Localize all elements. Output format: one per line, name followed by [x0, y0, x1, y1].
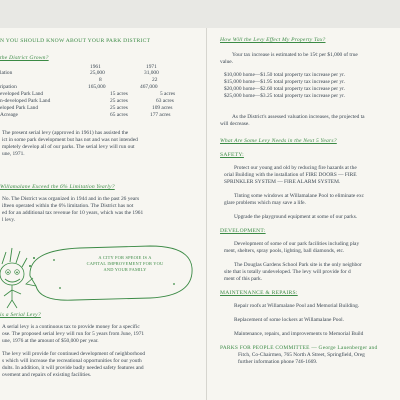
paragraph-line: s which will increase the recreational opportunities for our youth [2, 358, 142, 364]
speech-bubble-text [70, 255, 180, 273]
paragraph-line: Development of some of our park facilities including play [234, 241, 360, 247]
paragraph-line: ovement and repairs of existing facilities. [2, 372, 92, 378]
tax-row: $15,000 home—$1.95 total property tax increase per yr. [224, 79, 345, 85]
committee-line: Fitch, Co-Chairmen, 765 North A Street, Springfield, Oreg [238, 352, 365, 358]
stat-1961: 15 acres [110, 91, 128, 97]
property-tax-question: How Will the Levy Effect My Property Tax? [220, 37, 326, 43]
stat-label: lation [0, 70, 13, 76]
paragraph-line: ict in some park development but has not and was not intended [2, 137, 138, 143]
paragraph-line: Protect our young and old by reducing fire hazards at the [234, 165, 357, 171]
safety-heading: SAFETY: [220, 152, 244, 158]
center-fold [206, 28, 207, 400]
paragraph-line: ed for an additional tax revenue for 10 years, which was the 1961 [2, 210, 144, 216]
year-1961: 1961 [90, 64, 101, 70]
paragraph-line: The present serial levy (approved in 1961) has assisted the [2, 130, 129, 136]
paragraph-line: Maintenance, repairs, and improvements to Memorial Build [234, 331, 364, 337]
stat-1971: 5 acres [160, 91, 176, 97]
stat-1961: 8 [99, 77, 102, 83]
paragraph-line: l levy. [2, 217, 16, 223]
paragraph-line: ment of this park. [224, 276, 263, 282]
serial-levy-question: is a Serial Levy? [0, 312, 41, 318]
stat-label: eveloped Park Land [0, 91, 44, 97]
paragraph-line: No. The District was organized in 1944 and in the past 26 years [2, 196, 140, 202]
paragraph-line: glare problems which may save a life. [224, 200, 306, 206]
stat-1971: 31,000 [144, 70, 159, 76]
paragraph-line: A serial levy is a continuous tax to provide money for a specific [2, 324, 140, 330]
paragraph-line: Tinting some windows at Willamalane Pool to eliminate exc [234, 193, 365, 199]
bubble-line: A CITY FOR SPEOIE IS A [98, 255, 152, 260]
stat-1961: 25 acres [110, 98, 128, 104]
paragraph-line: une, 1976 at the amount of $50,000 per year. [2, 338, 99, 344]
stat-label: ripation [0, 84, 17, 90]
stat-1971: 467,000 [140, 84, 158, 90]
stat-1971: 22 [152, 77, 158, 83]
paragraph-line: SPRINKLER SYSTEM — FIRE ALARM SYSTEM. [224, 179, 341, 185]
growth-question: the District Grown? [0, 55, 49, 61]
stat-1971: 63 acres [156, 98, 174, 104]
paragraph-line: value. [220, 59, 234, 65]
paragraph-line: une, 1971. [2, 151, 25, 157]
stat-label: Acreage [0, 112, 18, 118]
paragraph-line: Upgrade the playground equipment at some of our parks. [234, 214, 358, 220]
paragraph-line: mpletely develop all of our parks. The serial levy will run out [2, 144, 135, 150]
paragraph-line: ose. The proposed serial levy will run for 5 years from June, 1971 [2, 331, 145, 337]
tax-row: $25,000 home—$3.25 total property tax increase per yr. [224, 93, 345, 99]
left-heading: N YOU SHOULD KNOW ABOUT YOUR PARK DISTRICT [0, 38, 151, 44]
paragraph-line: Repair roofs at Willamalane Pool and Memorial Building. [234, 303, 360, 309]
paragraph-line: site that is totally undeveloped. The levy will provide for d [224, 269, 351, 275]
tax-row: $10,000 home—$1.50 total property tax increase per yr. [224, 72, 345, 78]
stat-1961: 25 acres [110, 105, 128, 111]
paragraph-line: dults. In addition, it will provide badly needed safety features and [2, 365, 144, 371]
paragraph-line: Your tax increase is estimated to be 15¢ per $1,000 of true [232, 52, 358, 58]
stat-1961: 25,000 [90, 70, 105, 76]
limitation-question: Willamalane Exceed the 6% Limitation Yearly? [0, 184, 115, 190]
stat-label: eloped Park Land [0, 105, 39, 111]
stat-1971: 177 acres [150, 112, 171, 118]
bubble-line: CAPITAL IMPROVEMENT FOR YOU [86, 261, 164, 266]
development-heading: DEVELOPMENT: [220, 228, 266, 234]
year-1971: 1971 [146, 64, 157, 70]
paragraph-line: orial Building with the installation of FIRE DOORS — FIRE [224, 172, 357, 178]
paragraph-line: will decrease. [220, 121, 250, 127]
paragraph-line: ment, shelters, spray pools, lighting, ball diamonds, etc. [224, 248, 345, 254]
paragraph-line: Replacement of some lockers at Willamalane Pool. [234, 317, 345, 323]
paragraph-line: As the District's assessed valuation increases, the projected ta [232, 114, 365, 120]
tax-row: $20,000 home—$2.60 total property tax increase per yr. [224, 86, 345, 92]
stat-1971: 109 acres [152, 105, 173, 111]
brochure-sheet [0, 28, 400, 400]
bubble-line: AND YOUR FAMILY [103, 267, 147, 272]
committee-line: PARKS FOR PEOPLE COMMITTEE — George Lauenberger and [220, 345, 378, 351]
maintenance-heading: MAINTENANCE & REPAIRS: [220, 290, 298, 296]
committee-line: further information phone 746-1669. [238, 359, 318, 365]
paragraph-line: The Douglas Gardens School Park site is the only neighbor [234, 262, 362, 268]
levy-needs-question: What Are Some Levy Needs in the Next 5 Years? [220, 138, 337, 144]
stat-1961: 65 acres [110, 112, 128, 118]
paragraph-line: The levy will provide for continued development of neighborhood [2, 351, 146, 357]
stat-label: n-developed Park Land [0, 98, 51, 104]
stat-1961: 165,000 [88, 84, 106, 90]
paragraph-line: ifteen operated within the 6% limitation. The District has not [2, 203, 134, 209]
